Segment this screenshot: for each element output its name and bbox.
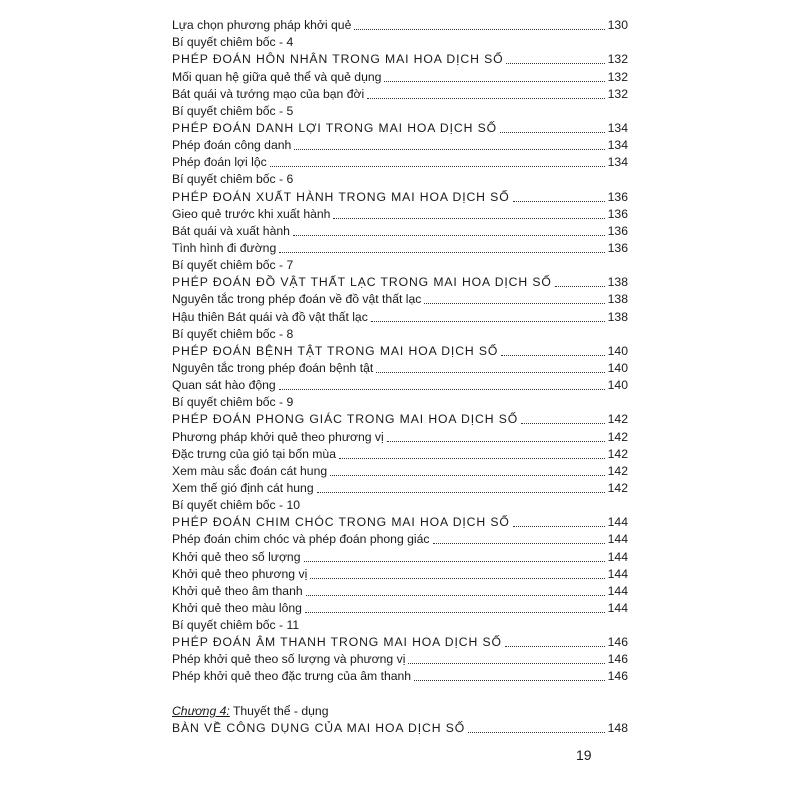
toc-page-number: 140 [607, 378, 628, 393]
toc-entry-title: Phép khởi quẻ theo đặc trưng của âm thanh [172, 669, 412, 684]
toc-entry-title: Bát quái và xuất hành [172, 223, 290, 238]
toc-entry [172, 308, 628, 325]
toc-page-number: 130 [607, 18, 628, 33]
toc-entry-title: Bí quyết chiêm bốc - 6 [172, 172, 294, 187]
toc-entry [172, 548, 628, 565]
dot-leader [354, 29, 604, 30]
toc-entry-title: Xem màu sắc đoán cát hung [172, 463, 328, 478]
dot-leader [367, 98, 604, 99]
toc-page-number: 148 [607, 720, 628, 735]
toc-entry [172, 531, 628, 548]
toc-entry [172, 566, 628, 583]
toc-entry-title: Bí quyết chiêm bốc - 5 [172, 103, 294, 118]
toc-entry [172, 137, 628, 154]
toc-entry-title: Bí quyết chiêm bốc - 10 [172, 498, 301, 513]
dot-leader [333, 218, 604, 219]
toc-entry-title [172, 703, 330, 720]
toc-section-heading [172, 514, 628, 531]
dot-leader [293, 235, 605, 236]
toc-entry-title: Phép khởi quẻ theo số lượng và phương vị [172, 652, 406, 667]
toc-page-number: 136 [607, 240, 628, 255]
toc-subsection-label [172, 34, 628, 51]
toc-page-number: 140 [607, 343, 628, 358]
dot-leader [500, 132, 605, 133]
dot-leader [270, 166, 605, 167]
dot-leader [513, 201, 605, 202]
toc-entry-title: PHÉP ĐOÁN XUẤT HÀNH TRONG MAI HOA DỊCH SỐ [172, 189, 510, 204]
toc-entry-title: Bí quyết chiêm bốc - 11 [172, 618, 300, 633]
dot-leader [408, 663, 604, 664]
toc-entry-title: Quan sát hào động [172, 378, 276, 393]
toc-page-number: 132 [607, 86, 628, 101]
toc-page-number: 144 [607, 600, 628, 615]
toc-entry-title: Nguyên tắc trong phép đoán bệnh tật [172, 360, 374, 375]
toc-page-number: 146 [607, 652, 628, 667]
toc-chapter-heading [172, 703, 628, 720]
dot-leader [294, 149, 604, 150]
toc-page-number: 134 [607, 155, 628, 170]
toc-entry-title: Bí quyết chiêm bốc - 9 [172, 395, 294, 410]
dot-leader [306, 595, 605, 596]
dot-leader [505, 646, 605, 647]
toc-page-number: 144 [607, 549, 628, 564]
dot-leader [330, 475, 605, 476]
toc-entry-title: Khởi quẻ theo âm thanh [172, 583, 303, 598]
toc-section-heading [172, 720, 628, 737]
dot-leader [384, 81, 604, 82]
toc-entry-title: Nguyên tắc trong phép đoán về đồ vật thất lạc [172, 292, 422, 307]
toc-page-number: 144 [607, 532, 628, 547]
toc-page-number: 142 [607, 446, 628, 461]
toc-entry-title: Bát quái và tướng mạo của bạn đời [172, 86, 365, 101]
toc-page-number: 136 [607, 223, 628, 238]
toc-page-number: 136 [607, 206, 628, 221]
toc-entry-title: Phép đoán công danh [172, 138, 292, 153]
dot-leader [521, 423, 605, 424]
toc-entry-title: BÀN VỀ CÔNG DỤNG CỦA MAI HOA DỊCH SỐ [172, 720, 466, 735]
toc-section-heading [172, 120, 628, 137]
toc-page-number: 146 [607, 669, 628, 684]
toc-entry-title: Khởi quẻ theo số lượng [172, 549, 301, 564]
toc-page-number: 136 [607, 189, 628, 204]
dot-leader [317, 492, 605, 493]
toc-entry [172, 154, 628, 171]
toc-entry-title: PHÉP ĐOÁN CHIM CHÓC TRONG MAI HOA DỊCH SỐ [172, 515, 510, 530]
toc-entry-title: PHÉP ĐOÁN BỆNH TẬT TRONG MAI HOA DỊCH SỐ [172, 343, 499, 358]
toc-entry [172, 651, 628, 668]
toc-page-number: 142 [607, 412, 628, 427]
dot-leader [310, 578, 604, 579]
toc-entry-title: Bí quyết chiêm bốc - 4 [172, 35, 294, 50]
dot-leader [555, 286, 605, 287]
toc-entry [172, 223, 628, 240]
toc-page-number: 132 [607, 69, 628, 84]
toc-page-number: 142 [607, 463, 628, 478]
toc-entry-title: Hậu thiên Bát quái và đồ vật thất lạc [172, 309, 368, 324]
dot-leader [387, 441, 605, 442]
toc-section-heading [172, 188, 628, 205]
toc-entry [172, 668, 628, 685]
dot-leader [513, 526, 605, 527]
toc-entry [172, 86, 628, 103]
dot-leader [506, 63, 604, 64]
toc-section-heading [172, 411, 628, 428]
toc-entry-title: Khởi quẻ theo màu lông [172, 600, 302, 615]
toc-section-heading [172, 634, 628, 651]
toc-page-number: 142 [607, 429, 628, 444]
toc-subsection-label [172, 171, 628, 188]
toc-entry-title: PHÉP ĐOÁN PHONG GIÁC TRONG MAI HOA DỊCH SỐ [172, 412, 519, 427]
toc-page-number: 134 [607, 120, 628, 135]
dot-leader [501, 355, 604, 356]
toc-entry-title: Bí quyết chiêm bốc - 8 [172, 326, 294, 341]
toc-entry-title: Gieo quẻ trước khi xuất hành [172, 206, 331, 221]
toc-spacer [172, 685, 628, 702]
dot-leader [414, 680, 605, 681]
toc-entry-title: Lựa chọn phương pháp khởi quẻ [172, 18, 352, 33]
toc-entry [172, 446, 628, 463]
toc-subsection-label [172, 497, 628, 514]
dot-leader [371, 321, 605, 322]
toc-subsection-label [172, 617, 628, 634]
dot-leader [279, 252, 604, 253]
toc-entry-title: Phép đoán chim chóc và phép đoán phong giác [172, 532, 430, 547]
dot-leader [468, 732, 605, 733]
toc-entry [172, 600, 628, 617]
toc-entry [172, 206, 628, 223]
toc-entry-title: Khởi quẻ theo phương vị [172, 566, 308, 581]
toc-section-heading [172, 343, 628, 360]
toc-entry [172, 428, 628, 445]
toc-subsection-label [172, 394, 628, 411]
toc-entry-title: PHÉP ĐOÁN HÔN NHÂN TRONG MAI HOA DỊCH SỐ [172, 52, 504, 67]
toc-section-heading [172, 51, 628, 68]
toc-entry-title: Đặc trưng của gió tại bốn mùa [172, 446, 336, 461]
toc-page-number: 144 [607, 515, 628, 530]
toc-entry [172, 291, 628, 308]
toc-page-number: 146 [607, 635, 628, 650]
toc-entry [172, 68, 628, 85]
toc-entry [172, 583, 628, 600]
toc-entry-title: PHÉP ĐOÁN ĐỒ VẬT THẤT LẠC TRONG MAI HOA DỊCH SỐ [172, 275, 552, 290]
toc-section-heading [172, 274, 628, 291]
toc-entry-title: Phép đoán lợi lộc [172, 155, 267, 170]
toc-subsection-label [172, 257, 628, 274]
chapter-title: Thuyết thể - dụng [229, 703, 329, 718]
toc-page-number: 132 [607, 52, 628, 67]
table-of-contents [172, 17, 628, 737]
toc-entry [172, 377, 628, 394]
toc-subsection-label [172, 326, 628, 343]
toc-entry-title: PHÉP ĐOÁN ÂM THANH TRONG MAI HOA DỊCH SỐ [172, 635, 502, 650]
toc-entry [172, 480, 628, 497]
dot-leader [279, 389, 605, 390]
toc-page-number: 138 [607, 275, 628, 290]
toc-subsection-label [172, 103, 628, 120]
toc-entry [172, 463, 628, 480]
toc-page-number: 140 [607, 360, 628, 375]
toc-entry-title: PHÉP ĐOÁN DANH LỢI TRONG MAI HOA DỊCH SỐ [172, 120, 498, 135]
toc-page-number: 138 [607, 309, 628, 324]
dot-leader [376, 372, 604, 373]
toc-entry-title: Xem thế gió định cát hung [172, 480, 314, 495]
toc-entry-title: Phương pháp khởi quẻ theo phương vị [172, 429, 384, 444]
chapter-number: Chương 4: [172, 703, 230, 718]
dot-leader [305, 612, 605, 613]
toc-page-number: 138 [607, 292, 628, 307]
dot-leader [424, 303, 604, 304]
toc-entry-title: Mối quan hệ giữa quẻ thể và quẻ dụng [172, 69, 382, 84]
toc-entry [172, 240, 628, 257]
toc-page-number: 134 [607, 138, 628, 153]
toc-page-number: 144 [607, 583, 628, 598]
toc-entry [172, 17, 628, 34]
toc-entry-title: Bí quyết chiêm bốc - 7 [172, 258, 294, 273]
toc-page-number: 144 [607, 566, 628, 581]
dot-leader [304, 561, 605, 562]
toc-page-number: 142 [607, 480, 628, 495]
dot-leader [433, 543, 605, 544]
toc-entry [172, 360, 628, 377]
dot-leader [339, 458, 605, 459]
page-number: 19 [576, 747, 592, 763]
toc-entry-title: Tình hình đi đường [172, 240, 277, 255]
